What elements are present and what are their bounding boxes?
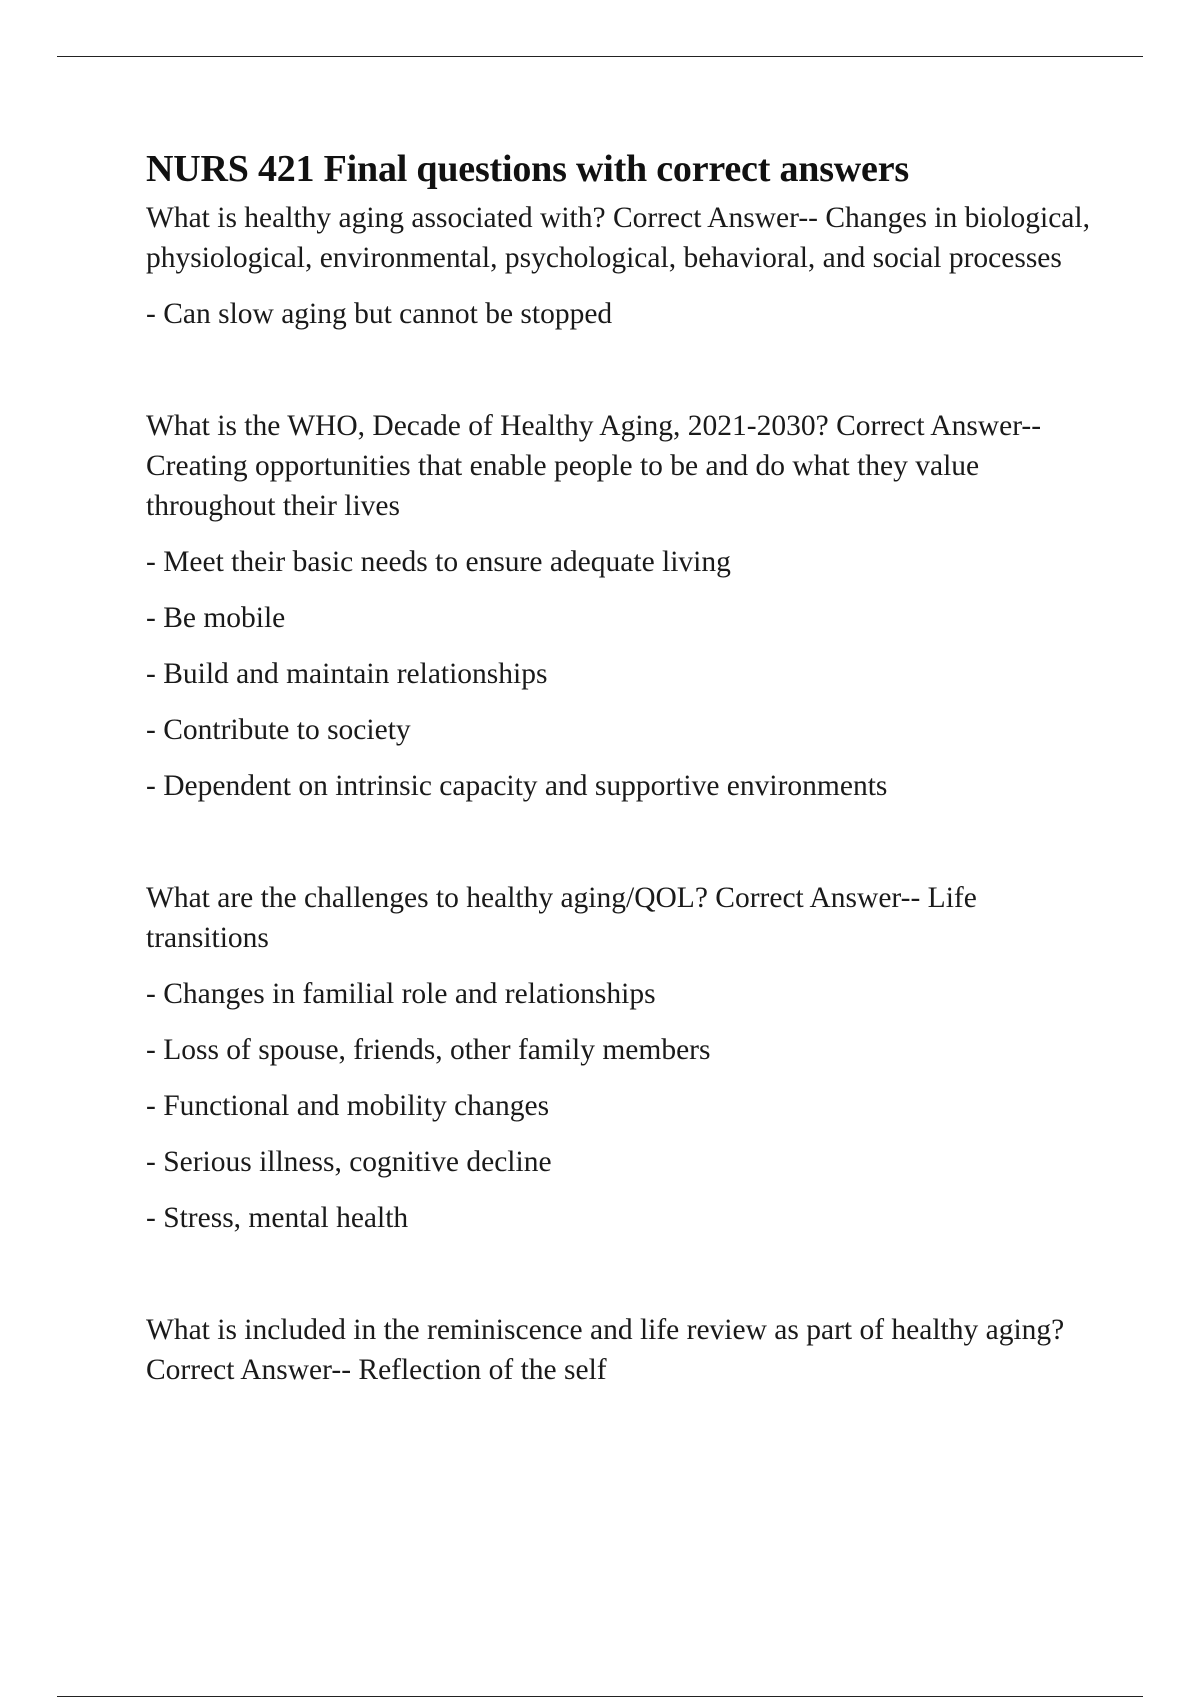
answer-bullet: - Functional and mobility changes: [146, 1090, 550, 1122]
answer-bullet: - Changes in familial role and relationships: [146, 978, 656, 1010]
document-title: NURS 421 Final questions with correct answers: [146, 148, 909, 190]
answer-bullet: - Can slow aging but cannot be stopped: [146, 298, 613, 330]
header-rule: [57, 56, 1143, 57]
answer-bullet: - Build and maintain relationships: [146, 658, 548, 690]
document-body: [146, 144, 1091, 1390]
question-text: What is healthy aging associated with? Correct Answer-- Changes in biological, physiological, environmental, psychological, behavioral, and social processes: [146, 202, 1090, 274]
question-text: What is the WHO, Decade of Healthy Aging, 2021-2030? Correct Answer-- Creating opportunities that enable people to be and do what they value throughout their lives: [146, 410, 1042, 522]
qa-item: [146, 406, 1091, 806]
answer-bullet: - Contribute to society: [146, 714, 411, 746]
footer-rule: [57, 1696, 1143, 1697]
question-text: What are the challenges to healthy aging/QOL? Correct Answer-- Life transitions: [146, 882, 977, 954]
answer-bullet: - Stress, mental health: [146, 1202, 409, 1234]
qa-item: [146, 878, 1091, 1238]
answer-bullet: - Dependent on intrinsic capacity and supportive environments: [146, 770, 888, 802]
answer-bullet: - Serious illness, cognitive decline: [146, 1146, 552, 1178]
question-text: What is included in the reminiscence and life review as part of healthy aging? Correct Answer-- Reflection of the self: [146, 1314, 1065, 1386]
answer-bullet: - Meet their basic needs to ensure adequate living: [146, 546, 731, 578]
qa-item: [146, 1310, 1091, 1390]
qa-item: [146, 198, 1091, 334]
answer-bullet: - Be mobile: [146, 602, 286, 634]
answer-bullet: - Loss of spouse, friends, other family members: [146, 1034, 711, 1066]
